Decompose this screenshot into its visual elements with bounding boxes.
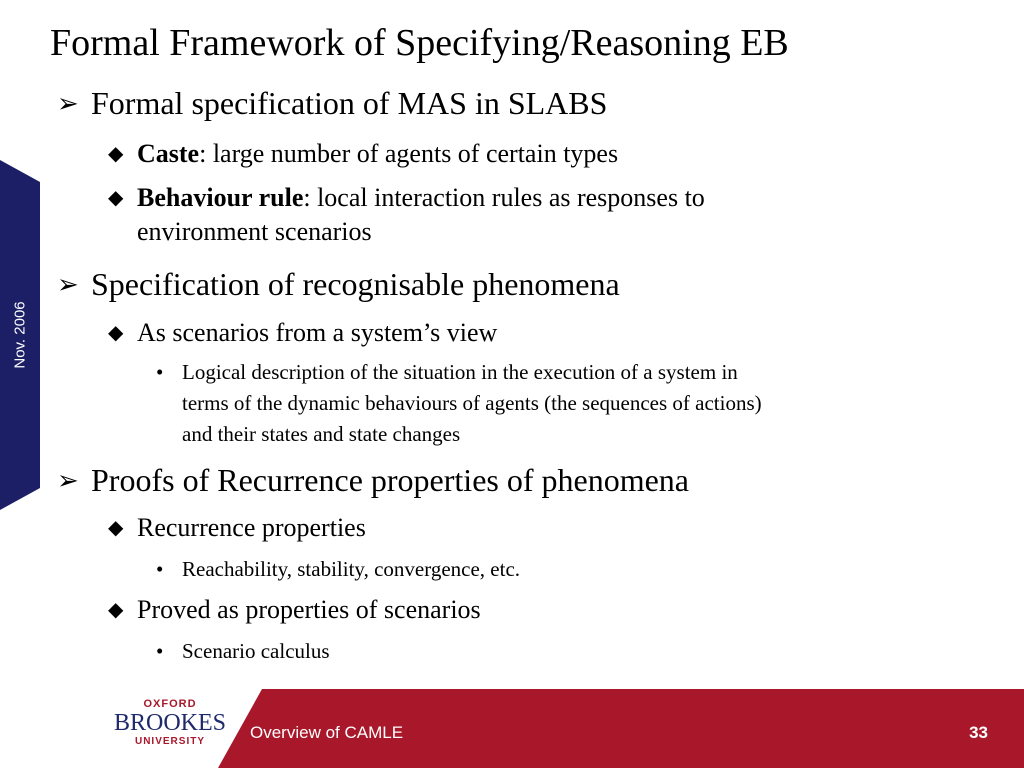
footer-title: Overview of CAMLE	[250, 723, 404, 742]
bullet-scenario-calculus	[156, 636, 330, 667]
bullet-text-continued: and their states and state changes	[182, 422, 461, 446]
page-number: 33	[969, 723, 988, 742]
bullet-text: Specification of recognisable phenomena	[91, 266, 620, 302]
logo-line-oxford: OXFORD	[143, 698, 197, 710]
bullet-text: Reachability, stability, convergence, etc.	[182, 557, 521, 581]
bullet-text: Logical description of the situation in the execution of a system in	[182, 360, 738, 384]
bullet-reachability	[156, 554, 520, 585]
slide-footer	[0, 689, 1024, 768]
arrow-bullet-icon: ➢	[57, 270, 79, 299]
diamond-bullet-icon: ◆	[108, 599, 124, 621]
bullet-text: Recurrence properties	[137, 513, 366, 542]
term-behaviour-rule: Behaviour rule	[137, 183, 304, 212]
bullet-text: As scenarios from a system’s view	[137, 318, 498, 347]
arrow-bullet-icon: ➢	[57, 466, 79, 495]
bullet-logical-description	[156, 357, 762, 450]
diamond-bullet-icon: ◆	[108, 143, 124, 165]
bullet-text: : large number of agents of certain types	[199, 139, 619, 168]
bullet-text: Proofs of Recurrence properties of phenomena	[91, 462, 689, 498]
bullet-text-continued: terms of the dynamic behaviours of agents (the sequences of actions)	[182, 391, 762, 415]
dot-bullet-icon: •	[156, 639, 164, 663]
side-date: Nov. 2006	[11, 301, 29, 369]
term-caste: Caste	[137, 139, 200, 168]
diamond-bullet-icon: ◆	[108, 187, 124, 209]
bullet-text: Proved as properties of scenarios	[137, 595, 481, 624]
bullet-behaviour-rule	[108, 181, 705, 249]
bullet-recurrence-properties	[108, 511, 366, 545]
dot-bullet-icon: •	[156, 557, 164, 581]
arrow-bullet-icon: ➢	[57, 89, 79, 118]
bullet-caste	[108, 137, 618, 171]
bullet-proofs-recurrence	[57, 461, 689, 500]
bullet-spec-phenomena	[57, 265, 620, 304]
bullet-text: Formal specification of MAS in SLABS	[91, 85, 608, 121]
side-date-tab	[0, 160, 40, 510]
bullet-text: Scenario calculus	[182, 639, 330, 663]
oxford-brookes-logo	[110, 697, 230, 757]
bullet-text: : local interaction rules as responses to	[303, 183, 705, 212]
diamond-bullet-icon: ◆	[108, 517, 124, 539]
bullet-proved-properties	[108, 593, 481, 627]
bullet-formal-spec	[57, 84, 607, 123]
dot-bullet-icon: •	[156, 360, 164, 384]
logo-line-brookes: BROOKES	[113, 710, 227, 736]
diamond-bullet-icon: ◆	[108, 322, 124, 344]
slide-title: Formal Framework of Specifying/Reasoning EB	[50, 22, 789, 64]
bullet-scenarios-view	[108, 316, 497, 350]
logo-line-university: UNIVERSITY	[134, 736, 205, 747]
bullet-text-continued: environment scenarios	[137, 217, 372, 246]
